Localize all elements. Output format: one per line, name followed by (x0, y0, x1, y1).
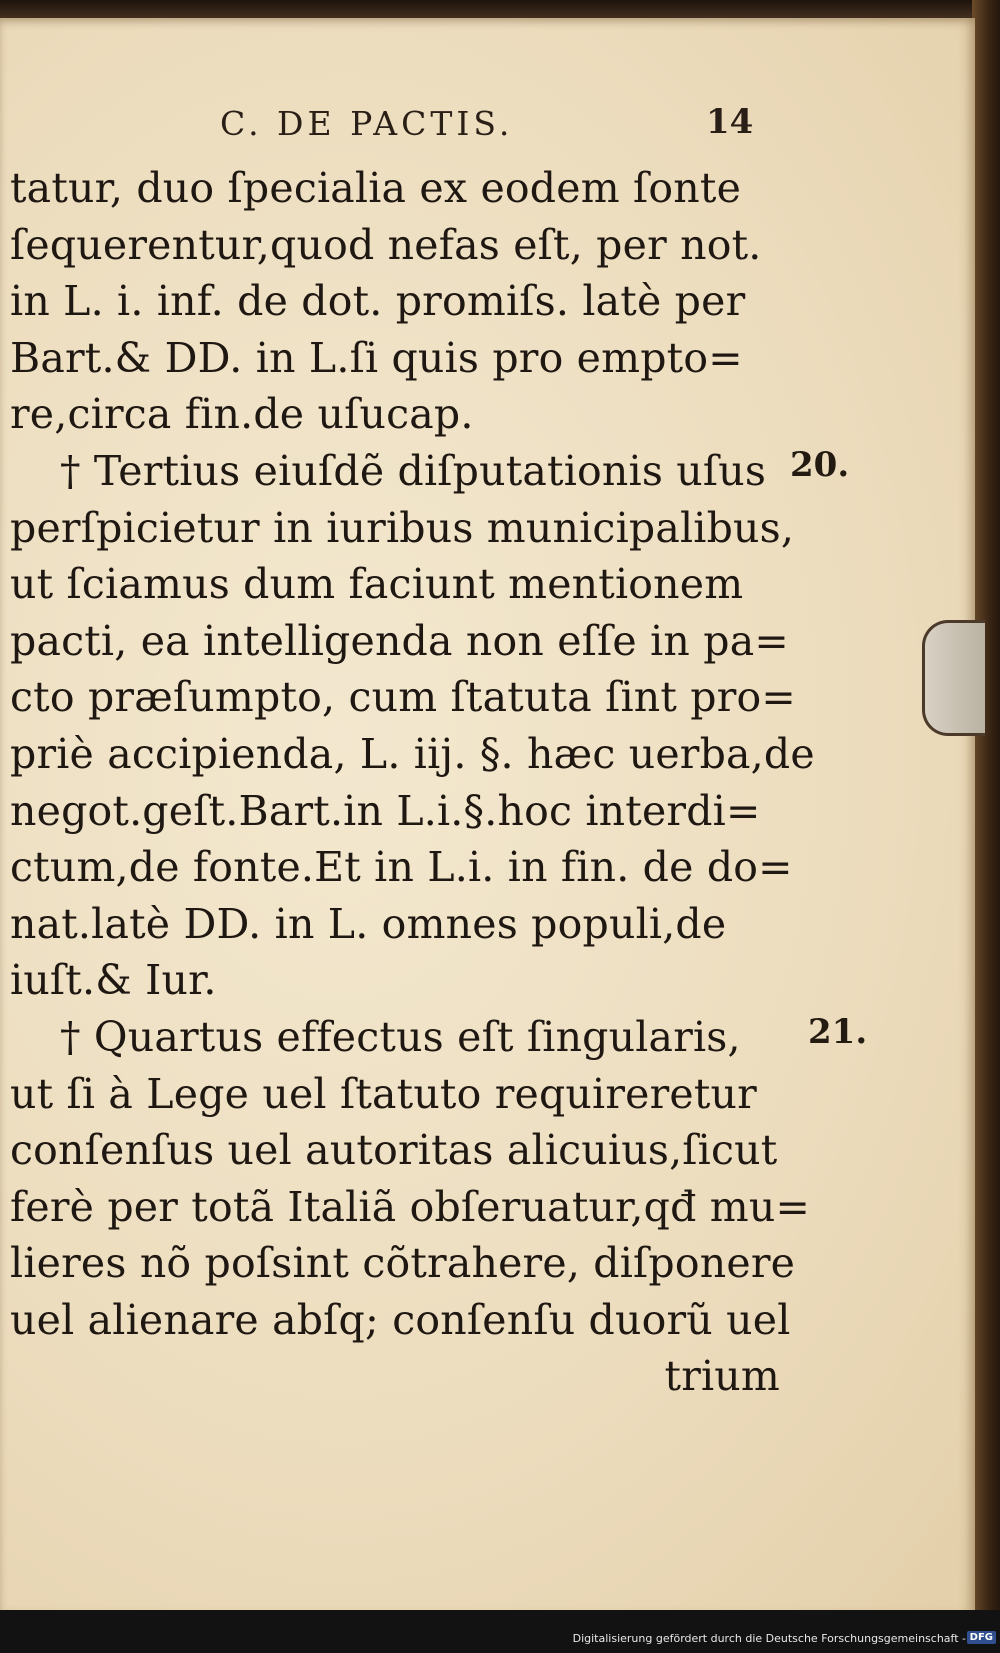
text-line: in L. i. inf. de dot. promiſs. latè per (10, 277, 746, 326)
text-line: ſequerentur,quod nefas eſt, per not. (10, 220, 762, 269)
text-line: tatur, duo ſpecialia ex eodem ſonte (10, 164, 742, 212)
text-line: pacti, ea intelligenda non eſſe in pa= (10, 616, 789, 665)
dfg-logo: DFG (967, 1631, 996, 1644)
text-line: cto præſumpto, cum ſtatuta ſint pro= (10, 673, 796, 722)
paragraph-start-line: † Tertius eiuſdẽ diſputationis uſus (60, 446, 767, 495)
text-line: re,circa fin.de uſucap. (10, 390, 474, 439)
text-line: perſpicietur in iuribus municipalibus, (10, 503, 795, 552)
text-line: priè accipienda, L. iij. §. hæc uerba,de (10, 729, 815, 778)
text-line: conſenſus uel autoritas alicuius,ſicut (10, 1126, 778, 1175)
text-line: ut ſciamus dum faciunt mentionem (10, 560, 744, 609)
text-line: nat.latè DD. in L. omnes populi,de (10, 899, 727, 948)
text-line: negot.geſt.Bart.in L.i.§.hoc interdi= (10, 786, 761, 835)
text-line: ferè per totã Italiã obſeruatur,qđ mu= (10, 1182, 810, 1231)
page-clip (922, 620, 985, 736)
text-line: ut ſi à Lege uel ſtatuto requireretur (10, 1069, 757, 1118)
marginal-note-20: 20. (790, 445, 850, 485)
running-header (0, 104, 760, 148)
body-text (10, 160, 815, 1405)
text-line: iuſt.& Iur. (10, 956, 217, 1005)
running-title: C. DE PACTIS. (220, 104, 514, 143)
text-line: Bart.& DD. in L.ſi quis pro empto= (10, 333, 743, 382)
text-line: ctum,de fonte.Et in L.i. in fin. de do= (10, 843, 793, 892)
marginal-note-21: 21. (808, 1012, 868, 1052)
paragraph-start-line: † Quartus effectus eſt ſingularis, (60, 1012, 741, 1061)
digitization-credit: Digitalisierung gefördert durch die Deutsche Forschungsgemeinschaft - (572, 1632, 966, 1645)
page-number: 14 (706, 102, 754, 142)
text-line: lieres nõ poſsint cõtrahere, diſponere (10, 1239, 796, 1288)
text-line: uel alienare abſq; conſenſu duorũ uel (10, 1295, 791, 1344)
catchword: trium (664, 1352, 780, 1401)
book-right-edge (972, 0, 1000, 1653)
